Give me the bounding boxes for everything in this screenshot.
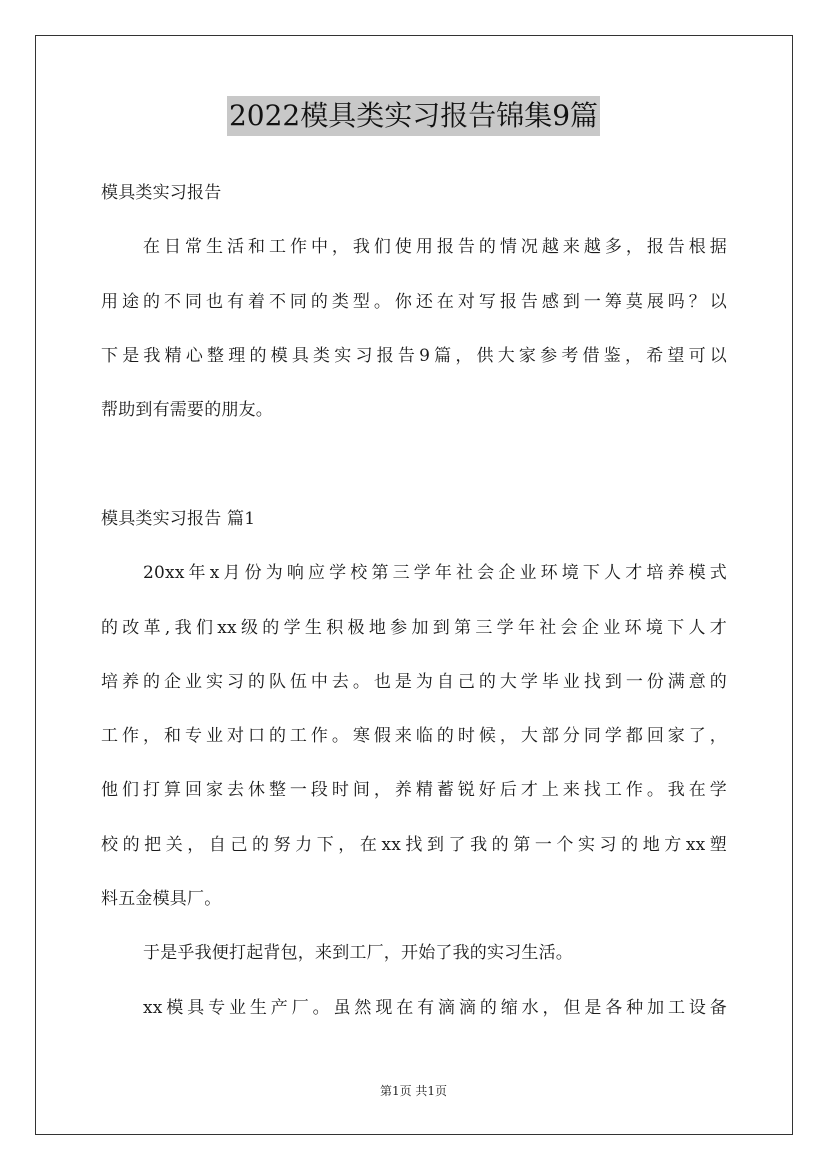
section1-heading: 模具类实习报告 篇1 [101, 509, 256, 529]
section1-p1-line-4: 工作，和专业对口的工作。寒假来临的时候，大部分同学都回家了， [101, 726, 727, 746]
intro-line-2: 用途的不同也有着不同的类型。你还在对写报告感到一筹莫展吗？以 [101, 292, 727, 312]
section1-p3: xx模具专业生产厂。虽然现在有滴滴的缩水，但是各种加工设备 [143, 998, 727, 1018]
intro-line-1: 在日常生活和工作中，我们使用报告的情况越来越多，报告根据 [143, 237, 727, 257]
section1-p1-line-2: 的改革,我们xx级的学生积极地参加到第三学年社会企业环境下人才 [101, 618, 727, 638]
intro-heading: 模具类实习报告 [101, 183, 222, 203]
page-footer: 第1页 共1页 [379, 1084, 448, 1098]
section1-p1-line-1: 20xx年x月份为响应学校第三学年社会企业环境下人才培养模式 [143, 563, 727, 583]
section1-p1-line-6: 校的把关，自己的努力下，在xx找到了我的第一个实习的地方xx塑 [101, 835, 727, 855]
section1-p2: 于是乎我便打起背包，来到工厂，开始了我的实习生活。 [143, 943, 573, 963]
document-title: 2022模具类实习报告锦集9篇 [227, 96, 600, 136]
title-container [0, 96, 827, 136]
intro-line-4: 帮助到有需要的朋友。 [101, 400, 273, 420]
section1-p1-line-5: 他们打算回家去休整一段时间，养精蓄锐好后才上来找工作。我在学 [101, 780, 727, 800]
section1-p1-line-3: 培养的企业实习的队伍中去。也是为自己的大学毕业找到一份满意的 [101, 672, 727, 692]
section1-p1-line-7: 料五金模具厂。 [101, 889, 222, 909]
intro-line-3: 下是我精心整理的模具类实习报告9篇，供大家参考借鉴，希望可以 [101, 346, 727, 366]
